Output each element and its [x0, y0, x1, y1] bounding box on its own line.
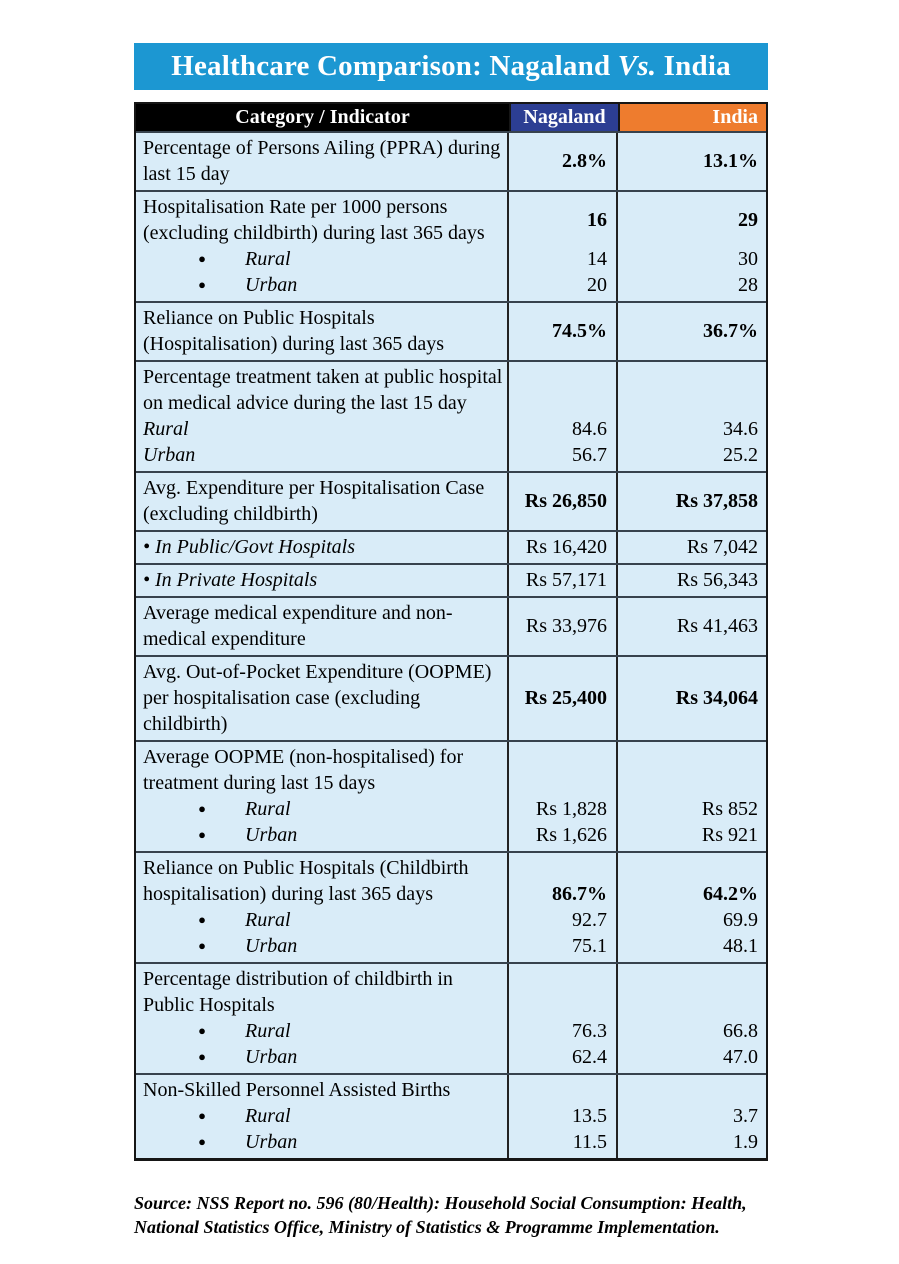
bullet-icon: ●: [198, 912, 206, 927]
bullet-icon: ●: [198, 251, 206, 266]
nagaland-sub-value: Rs 1,828: [535, 798, 607, 820]
title-text: Healthcare Comparison: Nagaland: [171, 50, 611, 82]
sub-row: [143, 442, 503, 468]
spacer: [509, 364, 616, 416]
nagaland-value: Rs 16,420: [525, 536, 607, 558]
sub-row: [143, 1129, 503, 1155]
spacer: [509, 966, 616, 1018]
india-sub-value: 69.9: [723, 909, 758, 931]
bullet-icon: ●: [198, 1049, 206, 1064]
spacer: [509, 1077, 616, 1103]
row-label: Non-Skilled Personnel Assisted Births: [143, 1079, 451, 1101]
table-row: [136, 471, 766, 530]
title-vs: Vs.: [617, 50, 657, 82]
sub-row: [143, 796, 503, 822]
nagaland-value: Rs 25,400: [524, 687, 607, 709]
bullet-icon: ●: [198, 1023, 206, 1038]
table-row: [136, 740, 766, 851]
nagaland-sub-value: 11.5: [572, 1131, 607, 1153]
india-value: 29: [738, 209, 758, 231]
table-row: [136, 563, 766, 596]
india-sub-value: 28: [738, 274, 758, 296]
nagaland-sub-value: 84.6: [572, 418, 607, 440]
page-title: [134, 43, 768, 90]
table-row: [136, 962, 766, 1073]
page: [134, 43, 768, 1239]
sub-row: [143, 907, 503, 933]
spacer: [618, 1077, 766, 1103]
nagaland-sub-value: 75.1: [572, 935, 607, 957]
sub-row-label: Urban: [245, 824, 298, 846]
sub-row-label: Rural: [245, 798, 291, 820]
row-label: • In Public/Govt Hospitals: [143, 536, 355, 558]
sub-row: [143, 1044, 503, 1070]
india-value: Rs 37,858: [675, 490, 758, 512]
india-value: Rs 7,042: [686, 536, 758, 558]
india-value: 36.7%: [703, 320, 758, 342]
header-category: Category / Indicator: [136, 104, 509, 131]
table-row: [136, 851, 766, 962]
source-note: [134, 1191, 768, 1239]
sub-row-label: Urban: [245, 1131, 298, 1153]
sub-row-label: Rural: [245, 248, 291, 270]
nagaland-sub-value: 92.7: [572, 909, 607, 931]
sub-row-label: Urban: [143, 444, 196, 466]
india-sub-value: 34.6: [723, 418, 758, 440]
bullet-icon: ●: [198, 801, 206, 816]
row-label: Hospitalisation Rate per 1000 persons (excluding childbirth) during last 365 days: [143, 196, 485, 244]
sub-row: [143, 1103, 503, 1129]
header-nagaland: Nagaland: [509, 104, 618, 131]
sub-row-label: Urban: [245, 274, 298, 296]
bullet-icon: ●: [198, 1134, 206, 1149]
india-value: 13.1%: [703, 150, 758, 172]
table-row: [136, 301, 766, 360]
sub-row-label: Urban: [245, 935, 298, 957]
india-sub-value: 25.2: [723, 444, 758, 466]
table-header: [136, 104, 766, 131]
spacer: [618, 364, 766, 416]
bullet-icon: ●: [198, 938, 206, 953]
spacer: [509, 744, 616, 796]
nagaland-value: Rs 57,171: [525, 569, 607, 591]
india-value: Rs 41,463: [676, 615, 758, 637]
nagaland-sub-value: 20: [587, 274, 607, 296]
sub-row-label: Rural: [143, 418, 189, 440]
table-row: [136, 530, 766, 563]
sub-row-label: Urban: [245, 1046, 298, 1068]
nagaland-value: 16: [587, 209, 607, 231]
source-line-2: National Statistics Office, Ministry of Statistics & Programme Implementation.: [134, 1217, 720, 1237]
nagaland-value: Rs 33,976: [525, 615, 607, 637]
india-sub-value: 66.8: [723, 1020, 758, 1042]
row-label: Percentage treatment taken at public hospital on medical advice during the last 15 day: [143, 366, 503, 414]
title-text-2: India: [663, 50, 731, 82]
spacer: [618, 744, 766, 796]
header-india: India: [618, 104, 766, 131]
row-label: Percentage distribution of childbirth in Public Hospitals: [143, 968, 453, 1016]
nagaland-value: Rs 26,850: [524, 490, 607, 512]
india-sub-value: 48.1: [723, 935, 758, 957]
row-label: Reliance on Public Hospitals (Hospitalisation) during last 365 days: [143, 307, 445, 355]
row-label: Avg. Expenditure per Hospitalisation Case (excluding childbirth): [143, 477, 485, 525]
row-label: • In Private Hospitals: [143, 569, 318, 591]
india-sub-value: 47.0: [723, 1046, 758, 1068]
india-sub-value: 3.7: [733, 1105, 758, 1127]
sub-row: [143, 272, 503, 298]
india-value: Rs 34,064: [675, 687, 758, 709]
nagaland-sub-value: 56.7: [572, 444, 607, 466]
sub-row-label: Rural: [245, 1020, 291, 1042]
row-label: Percentage of Persons Ailing (PPRA) during last 15 day: [143, 137, 501, 185]
sub-row-label: Rural: [245, 1105, 291, 1127]
nagaland-value: 86.7%: [552, 883, 607, 905]
table-row: [136, 596, 766, 655]
sub-row: [143, 246, 503, 272]
source-line-1: Source: NSS Report no. 596 (80/Health): Household Social Consumption: Health,: [134, 1193, 747, 1213]
india-sub-value: 1.9: [733, 1131, 758, 1153]
table-row: [136, 190, 766, 301]
table-row: [136, 131, 766, 190]
row-label: Average medical expenditure and non-medical expenditure: [143, 602, 453, 650]
sub-row: [143, 1018, 503, 1044]
row-label: Average OOPME (non-hospitalised) for treatment during last 15 days: [143, 746, 464, 794]
india-sub-value: Rs 921: [701, 824, 758, 846]
table-row: [136, 1073, 766, 1158]
sub-row: [143, 822, 503, 848]
nagaland-sub-value: Rs 1,626: [535, 824, 607, 846]
spacer: [618, 966, 766, 1018]
row-label: Reliance on Public Hospitals (Childbirth hospitalisation) during last 365 days: [143, 857, 469, 905]
nagaland-value: 74.5%: [552, 320, 607, 342]
nagaland-sub-value: 62.4: [572, 1046, 607, 1068]
india-sub-value: 30: [738, 248, 758, 270]
row-label: Avg. Out-of-Pocket Expenditure (OOPME) per hospitalisation case (excluding childbirth): [143, 661, 492, 735]
nagaland-sub-value: 14: [587, 248, 607, 270]
india-value: 64.2%: [703, 883, 758, 905]
table-row: [136, 360, 766, 471]
comparison-table: [134, 102, 768, 1161]
table-row: [136, 655, 766, 740]
india-value: Rs 56,343: [676, 569, 758, 591]
bullet-icon: ●: [198, 1108, 206, 1123]
sub-row: [143, 416, 503, 442]
sub-row-label: Rural: [245, 909, 291, 931]
bullet-icon: ●: [198, 277, 206, 292]
nagaland-sub-value: 13.5: [572, 1105, 607, 1127]
nagaland-sub-value: 76.3: [572, 1020, 607, 1042]
nagaland-value: 2.8%: [562, 150, 607, 172]
india-sub-value: Rs 852: [701, 798, 758, 820]
bullet-icon: ●: [198, 827, 206, 842]
sub-row: [143, 933, 503, 959]
